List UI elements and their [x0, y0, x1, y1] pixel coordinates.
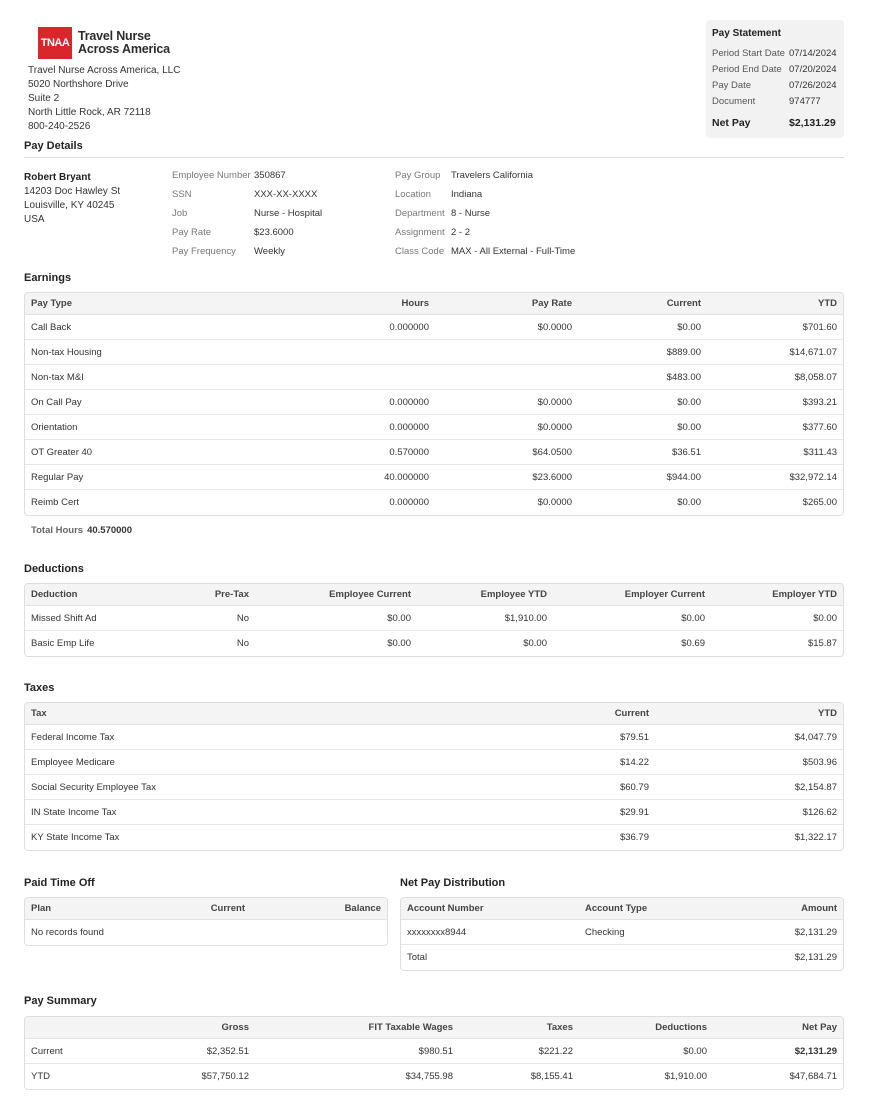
- total-hours-label: Total Hours: [31, 525, 84, 536]
- detail-value: MAX - All External - Full-Time: [451, 246, 576, 257]
- cell-hours: 0.570000: [389, 446, 429, 458]
- detail-value: Weekly: [254, 246, 285, 257]
- detail-row: [172, 223, 322, 242]
- detail-row: [172, 242, 322, 261]
- col-deductions: Deductions: [655, 1022, 707, 1033]
- taxes-table: [24, 702, 844, 851]
- net-pay-label: Net Pay: [712, 117, 751, 129]
- statement-row: [712, 61, 838, 77]
- cell-current: $0.00: [677, 421, 701, 433]
- company-address: [28, 64, 180, 134]
- cell-pay-type: Orientation: [31, 421, 78, 433]
- pay-details-divider: [24, 157, 844, 158]
- cell-tax: KY State Income Tax: [31, 832, 120, 843]
- statement-label: Period Start Date: [712, 47, 785, 59]
- detail-value: XXX-XX-XXXX: [254, 189, 318, 200]
- cell-pay-type: Non-tax M&I: [31, 371, 84, 383]
- col-pre-tax: Pre-Tax: [214, 589, 249, 600]
- detail-label: Pay Rate: [172, 227, 212, 238]
- cell-employer-ytd: $0.00: [813, 612, 837, 624]
- no-records-text: No records found: [31, 927, 104, 938]
- col-plan: Plan: [31, 903, 52, 914]
- cell-tax: Federal Income Tax: [31, 731, 115, 743]
- employee-city: Louisville, KY 40245: [24, 200, 115, 211]
- employee-street: 14203 Doc Hawley St: [24, 186, 121, 197]
- cell-current: $944.00: [666, 471, 701, 483]
- col-employee-current: Employee Current: [329, 589, 411, 600]
- statement-label: Period End Date: [712, 63, 782, 75]
- table-row: [25, 775, 843, 800]
- cell-ytd: $8,058.07: [794, 371, 837, 383]
- cell-employee-current: $0.00: [387, 638, 411, 649]
- logo-wordmark: [78, 30, 170, 56]
- earnings-table: [24, 292, 844, 516]
- cell-pre-tax: No: [236, 612, 249, 624]
- summary-header-row: [25, 1017, 843, 1039]
- employee-country: USA: [24, 214, 45, 225]
- cell-ytd: $32,972.14: [789, 471, 837, 483]
- company-phone: 800-240-2526: [28, 121, 91, 132]
- col-current: Current: [210, 903, 245, 914]
- cell-tax: IN State Income Tax: [31, 806, 117, 818]
- table-row: [401, 920, 843, 945]
- col-amount: Amount: [801, 903, 837, 914]
- deductions-header-row: [25, 584, 843, 606]
- pay-details-title: Pay Details: [24, 140, 83, 152]
- cell-current: $79.51: [619, 731, 649, 743]
- cell-deductions: $1,910.00: [664, 1071, 707, 1082]
- table-row: [25, 465, 843, 490]
- table-row: [25, 725, 843, 750]
- col-gross: Gross: [221, 1022, 249, 1033]
- net-pay-value: $2,131.29: [789, 117, 836, 129]
- cell-tax: Employee Medicare: [31, 756, 115, 768]
- cell-hours: 0.000000: [389, 321, 429, 333]
- detail-row: [395, 185, 575, 204]
- table-row: [25, 365, 843, 390]
- statement-row: [712, 77, 838, 93]
- cell-current: $0.00: [677, 396, 701, 408]
- col-current: Current: [666, 298, 701, 309]
- cell-pay-rate: $0.0000: [537, 321, 572, 333]
- cell-pay-rate: $64.0500: [532, 446, 572, 458]
- detail-value: Indiana: [451, 189, 483, 200]
- detail-row: [395, 166, 575, 185]
- cell-taxes: $221.22: [538, 1045, 573, 1057]
- detail-value: 350867: [254, 170, 286, 181]
- cell-ytd: $377.60: [802, 421, 837, 433]
- pto-empty-row: [25, 920, 387, 945]
- detail-row: [172, 185, 322, 204]
- cell-period: YTD: [31, 1071, 50, 1082]
- col-account-number: Account Number: [407, 903, 484, 914]
- cell-hours: 0.000000: [389, 497, 429, 508]
- cell-pay-type: Regular Pay: [31, 471, 84, 483]
- cell-pre-tax: No: [236, 638, 249, 649]
- cell-gross: $2,352.51: [206, 1045, 249, 1057]
- cell-pay-type: Reimb Cert: [31, 497, 80, 508]
- table-row: [25, 750, 843, 775]
- cell-net-pay: $2,131.29: [794, 1045, 837, 1057]
- statement-value: 974777: [789, 95, 821, 107]
- distribution-header-row: [401, 898, 843, 920]
- detail-value: 8 - Nurse: [451, 208, 491, 219]
- table-row: [25, 315, 843, 340]
- net-pay-row: [712, 117, 838, 129]
- employee-name: Robert Bryant: [24, 172, 91, 183]
- col-ytd: YTD: [818, 708, 837, 719]
- cell-deductions: $0.00: [683, 1045, 707, 1057]
- deductions-title: Deductions: [24, 563, 84, 575]
- detail-label: Job: [172, 208, 188, 219]
- col-deduction: Deduction: [31, 589, 78, 600]
- col-account-type: Account Type: [585, 903, 648, 914]
- detail-row: [395, 242, 575, 261]
- cell-ytd: $503.96: [802, 756, 837, 768]
- taxes-title: Taxes: [24, 682, 55, 694]
- table-row: [25, 631, 843, 656]
- table-row: [25, 440, 843, 465]
- cell-pay-type: OT Greater 40: [31, 446, 93, 458]
- cell-deduction: Missed Shift Ad: [31, 612, 97, 624]
- company-suite: Suite 2: [28, 93, 60, 104]
- distribution-total-row: [401, 945, 843, 970]
- detail-label: Pay Group: [395, 170, 441, 181]
- cell-taxes: $8,155.41: [530, 1071, 573, 1082]
- company-name: Travel Nurse Across America, LLC: [28, 65, 181, 76]
- detail-label: Class Code: [395, 246, 445, 257]
- detail-value: 2 - 2: [451, 227, 471, 238]
- cell-ytd: $14,671.07: [789, 346, 837, 358]
- pto-table: [24, 897, 388, 946]
- cell-current: $0.00: [677, 497, 701, 508]
- col-ytd: YTD: [818, 298, 837, 309]
- cell-total-amount: $2,131.29: [794, 952, 837, 963]
- table-row: [25, 415, 843, 440]
- cell-current: $0.00: [677, 321, 701, 333]
- col-net-pay: Net Pay: [802, 1022, 837, 1033]
- taxes-header-row: [25, 703, 843, 725]
- pay-statement-title: Pay Statement: [712, 28, 781, 39]
- col-balance: Balance: [344, 903, 381, 914]
- table-row: [25, 606, 843, 631]
- pay-statement-box: [706, 20, 844, 138]
- table-row: [25, 800, 843, 825]
- cell-tax: Social Security Employee Tax: [31, 781, 156, 793]
- col-taxes: Taxes: [546, 1022, 573, 1033]
- statement-label: Pay Date: [712, 79, 752, 91]
- cell-employee-current: $0.00: [387, 612, 411, 624]
- detail-label: Pay Frequency: [172, 246, 236, 257]
- detail-label: Assignment: [395, 227, 445, 238]
- pay-summary-title: Pay Summary: [24, 995, 97, 1007]
- col-fit-taxable-wages: FIT Taxable Wages: [368, 1022, 453, 1033]
- pay-summary-table: [24, 1016, 844, 1090]
- col-current: Current: [614, 708, 649, 719]
- detail-label: Department: [395, 208, 445, 219]
- statement-value: 07/14/2024: [789, 47, 837, 59]
- detail-value: Travelers California: [451, 170, 534, 181]
- cell-ytd: $126.62: [802, 806, 837, 818]
- cell-employee-ytd: $1,910.00: [504, 612, 547, 624]
- cell-employer-ytd: $15.87: [807, 638, 837, 649]
- logo-line-2: Across America: [78, 42, 170, 56]
- cell-account-number: xxxxxxxx8944: [407, 926, 467, 938]
- cell-current: $14.22: [619, 756, 649, 768]
- employee-info: [24, 171, 120, 227]
- statement-row: [712, 45, 838, 61]
- cell-employee-ytd: $0.00: [523, 638, 547, 649]
- total-hours: [31, 525, 132, 536]
- detail-row: [172, 204, 322, 223]
- logo-line-1: Travel Nurse: [78, 29, 151, 43]
- pay-details-col-1: [172, 166, 322, 261]
- cell-ytd: $1,322.17: [794, 832, 837, 843]
- pay-details-col-2: [395, 166, 575, 261]
- detail-label: SSN: [172, 189, 192, 200]
- cell-hours: 0.000000: [389, 421, 429, 433]
- cell-pay-type: Call Back: [31, 321, 72, 333]
- cell-fit-taxable-wages: $34,755.98: [405, 1071, 453, 1082]
- table-row: [25, 390, 843, 415]
- cell-pay-rate: $23.6000: [532, 471, 572, 483]
- cell-ytd: $265.00: [802, 497, 837, 508]
- statement-value: 07/26/2024: [789, 79, 837, 91]
- company-logo: [38, 26, 178, 60]
- cell-ytd: $701.60: [802, 321, 837, 333]
- table-row: [25, 340, 843, 365]
- company-city: North Little Rock, AR 72118: [28, 107, 151, 118]
- table-row: [25, 1039, 843, 1064]
- cell-pay-rate: $0.0000: [537, 421, 572, 433]
- cell-current: $36.79: [619, 832, 649, 843]
- cell-current: $29.91: [619, 806, 649, 818]
- cell-employer-current: $0.69: [681, 638, 705, 649]
- total-hours-value: 40.570000: [87, 525, 132, 536]
- detail-label: Location: [395, 189, 431, 200]
- col-tax: Tax: [31, 708, 47, 719]
- deductions-table: [24, 583, 844, 657]
- col-employer-current: Employer Current: [624, 589, 705, 600]
- cell-pay-rate: $0.0000: [537, 497, 572, 508]
- cell-hours: 40.000000: [384, 471, 429, 483]
- logo-mark: TNAA: [38, 27, 72, 59]
- earnings-header-row: [25, 293, 843, 315]
- distribution-title: Net Pay Distribution: [400, 877, 506, 889]
- pto-title: Paid Time Off: [24, 877, 95, 889]
- cell-pay-type: Non-tax Housing: [31, 346, 102, 358]
- distribution-table: [400, 897, 844, 971]
- earnings-title: Earnings: [24, 272, 72, 284]
- statement-row: [712, 93, 838, 109]
- cell-ytd: $393.21: [802, 396, 837, 408]
- col-employer-ytd: Employer YTD: [772, 589, 837, 600]
- detail-value: Nurse - Hospital: [254, 208, 323, 219]
- cell-net-pay: $47,684.71: [789, 1071, 837, 1082]
- detail-row: [395, 204, 575, 223]
- col-hours: Hours: [401, 298, 429, 309]
- cell-ytd: $4,047.79: [794, 731, 837, 743]
- col-pay-rate: Pay Rate: [531, 298, 572, 309]
- col-pay-type: Pay Type: [31, 298, 73, 309]
- col-employee-ytd: Employee YTD: [480, 589, 547, 600]
- table-row: [25, 490, 843, 515]
- cell-amount: $2,131.29: [794, 926, 837, 938]
- detail-label: Employee Number: [172, 170, 251, 181]
- cell-gross: $57,750.12: [201, 1071, 249, 1082]
- cell-deduction: Basic Emp Life: [31, 638, 95, 649]
- cell-current: $60.79: [619, 781, 649, 793]
- pto-header-row: [25, 898, 387, 920]
- company-street: 5020 Northshore Drive: [28, 79, 129, 90]
- cell-current: $889.00: [666, 346, 701, 358]
- detail-row: [395, 223, 575, 242]
- cell-pay-type: On Call Pay: [31, 396, 82, 408]
- statement-value: 07/20/2024: [789, 63, 837, 75]
- cell-employer-current: $0.00: [681, 612, 705, 624]
- cell-ytd: $2,154.87: [794, 781, 837, 793]
- cell-current: $483.00: [666, 371, 701, 383]
- statement-label: Document: [712, 95, 756, 107]
- cell-hours: 0.000000: [389, 396, 429, 408]
- cell-current: $36.51: [671, 446, 701, 458]
- table-row: [25, 1064, 843, 1089]
- cell-fit-taxable-wages: $980.51: [418, 1045, 453, 1057]
- detail-value: $23.6000: [254, 227, 294, 238]
- table-row: [25, 825, 843, 850]
- cell-ytd: $311.43: [803, 446, 837, 458]
- cell-period: Current: [31, 1045, 63, 1057]
- cell-total-label: Total: [407, 952, 428, 963]
- cell-account-type: Checking: [585, 926, 625, 938]
- cell-pay-rate: $0.0000: [537, 396, 572, 408]
- detail-row: [172, 166, 322, 185]
